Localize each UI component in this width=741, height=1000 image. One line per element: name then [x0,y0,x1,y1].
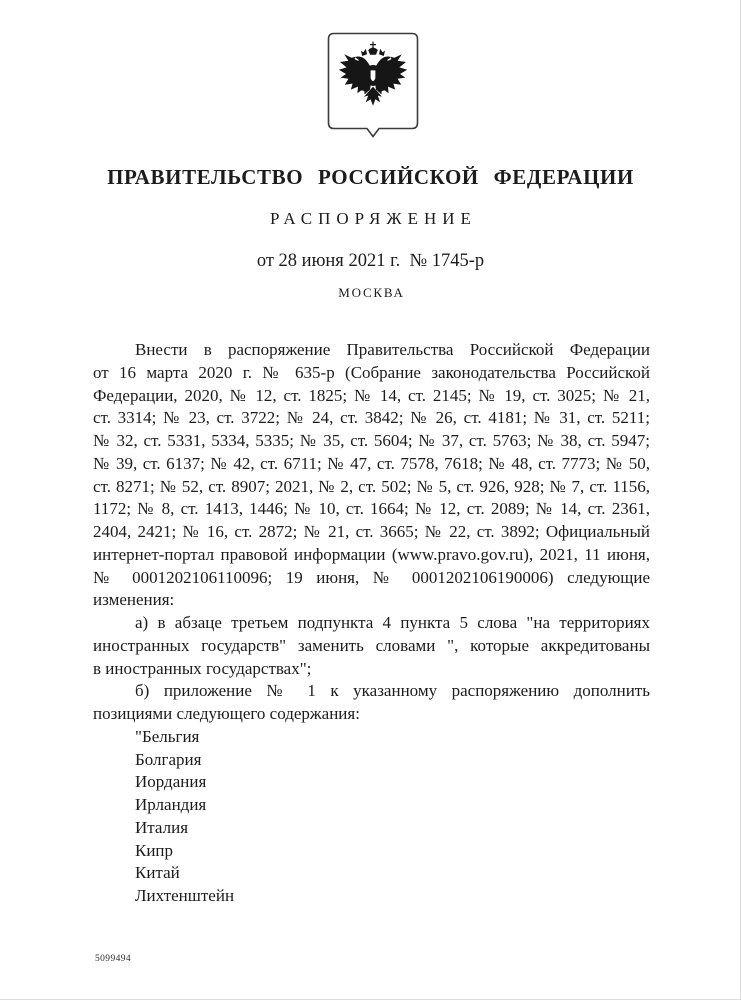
date-and-number-line: от 28 июня 2021 г. № 1745-р [256,251,485,271]
country-list-item: Иордания [135,772,207,792]
body-line: а) в абзаце третьем подпункта 4 пункта 5 слова "на территориях [135,613,650,632]
body-line: 1172; № 8, ст. 1413, 1446; № 10, ст. 1664; № 12, ст. 2089; № 14, ст. 2361, [93,499,650,519]
country-list-item: "Бельгия [135,726,200,746]
body-line: изменения: [93,590,175,610]
body-line: б) приложение № 1 к указанному распоряжению дополнить [135,681,650,701]
country-list-item: Китай [135,863,180,883]
country-list-item: Болгария [135,749,202,769]
body-line: от 16 марта 2020 г. № 635-р (Собрание законодательства Российской [93,362,650,382]
country-list-item: Италия [135,817,189,837]
country-list-item: Кипр [135,840,174,860]
document-body [93,339,650,908]
body-line: ст. 8271; № 52, ст. 8907; 2021, № 2, ст. 502; № 5, ст. 926, 928; № 7, ст. 1156, [93,476,650,496]
body-line: ст. 3314; № 23, ст. 3722; № 24, ст. 3842; № 26, ст. 4181; № 31, ст. 5211; [93,408,650,428]
body-line: Внести в распоряжение Правительства Российской Федерации [135,340,650,359]
country-list-item: Ирландия [135,795,207,814]
body-line: № 32, ст. 5331, 5334, 5335; № 35, ст. 5604; № 37, ст. 5763; № 38, ст. 5947; [93,431,650,450]
coat-of-arms-frame [327,32,419,144]
body-line: 2404, 2421; № 16, ст. 2872; № 21, ст. 3665; № 22, ст. 3892; Официальный [93,522,650,541]
body-line: позициями следующего содержания: [93,704,360,723]
government-title: ПРАВИТЕЛЬСТВО РОССИЙСКОЙ ФЕДЕРАЦИИ [107,165,634,189]
document-type-title: РАСПОРЯЖЕНИЕ [270,209,477,228]
document-code: 5099494 [95,954,132,964]
body-line: № 0001202106110096; 19 июня, № 0001202106190006) следующие [93,567,650,587]
body-line: интернет-портал правовой информации (www.pravo.gov.ru), 2021, 11 июня, [93,544,650,564]
body-line: № 39, ст. 6137; № 42, ст. 6711; № 47, ст. 7578, 7618; № 48, ст. 7773; № 50, [93,453,650,473]
body-line: в иностранных государствах"; [93,658,312,678]
country-list-item: Лихтенштейн [135,886,235,905]
coat-of-arms-emblem [327,32,419,144]
body-line: иностранных государств" заменить словами ", которые аккредитованы [93,635,650,655]
city-label: МОСКВА [338,285,405,300]
body-line: Федерации, 2020, № 12, ст. 1825; № 14, ст. 2145; № 19, ст. 3025; № 21, [93,385,650,405]
